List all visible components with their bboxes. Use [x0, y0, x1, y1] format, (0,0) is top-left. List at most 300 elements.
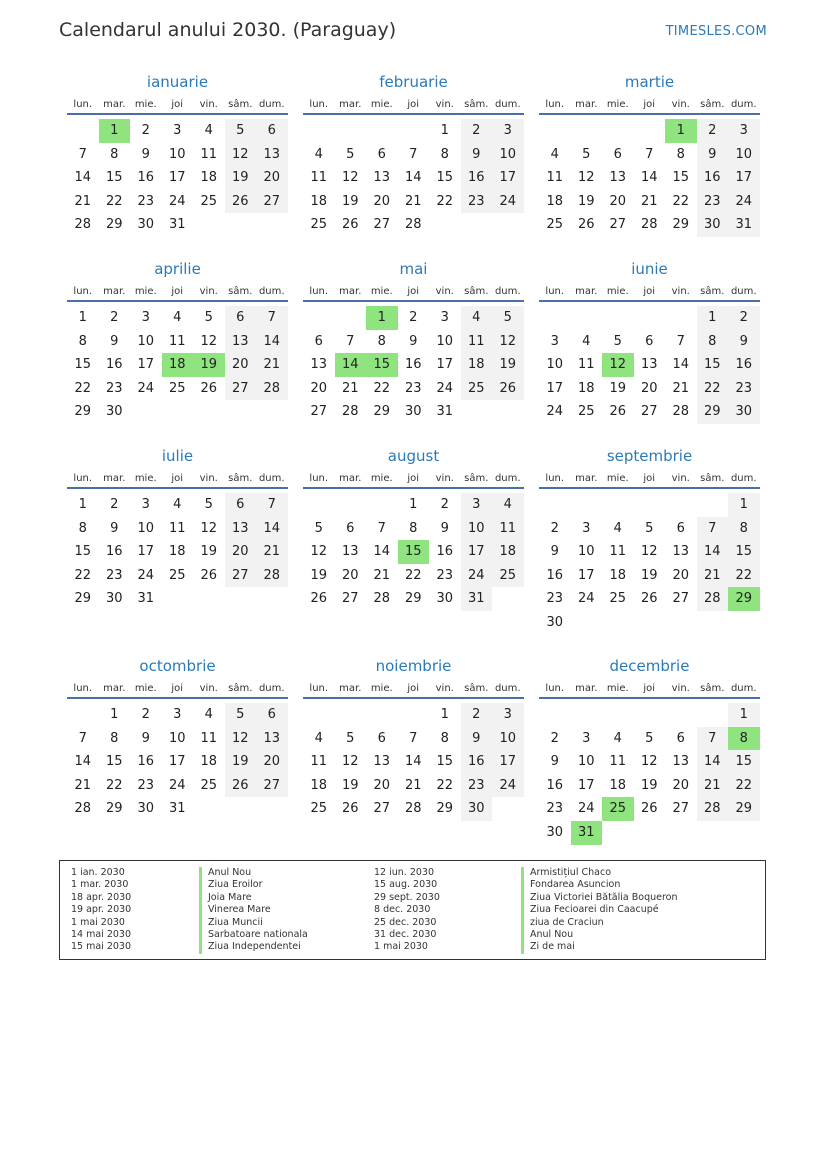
day-cell: 30	[461, 797, 493, 821]
day-cell: 26	[310, 591, 328, 607]
day-cell: 14	[74, 754, 92, 770]
month-name: martie	[624, 73, 675, 91]
day-cell: 3	[582, 730, 591, 746]
day-cell: 18	[310, 777, 328, 793]
weekday-label: mie.	[134, 285, 157, 297]
day-cell: 3	[173, 707, 182, 722]
day-cell: 16	[137, 170, 155, 186]
weekday-label: vin.	[671, 472, 690, 484]
day-cell: 17	[461, 540, 493, 564]
weekday-label: sâm.	[700, 472, 725, 484]
weekday-label: joi	[171, 285, 184, 297]
day-cell: 16	[105, 357, 123, 373]
day-cell: 5	[492, 306, 524, 330]
day-cell: 21	[404, 777, 422, 793]
weekday-label: lun.	[73, 682, 93, 694]
weekday-label: lun.	[73, 472, 93, 484]
legend-name: ziua de Craciun	[521, 917, 678, 929]
empty-cell	[398, 703, 430, 727]
day-cell: 26	[577, 217, 595, 233]
day-cell: 15	[105, 754, 123, 770]
day-cell: 24	[168, 193, 186, 209]
day-cell: 9	[697, 143, 729, 167]
day-cell: 23	[461, 190, 493, 214]
month-ianuarie	[67, 72, 288, 237]
weekday-label: lun.	[309, 98, 329, 110]
day-cell: 1	[728, 703, 760, 727]
weekday-label: sâm.	[700, 682, 725, 694]
day-cell: 5	[346, 730, 355, 746]
legend-name: Ziua Fecioarei din Caacupé	[521, 904, 678, 916]
day-cell: 24	[461, 564, 493, 588]
page-title: Calendarul anului 2030. (Paraguay)	[59, 19, 397, 41]
day-cell: 17	[728, 166, 760, 190]
day-cell: 28	[74, 217, 92, 233]
month-septembrie	[539, 446, 760, 635]
day-cell: 27	[640, 404, 658, 420]
weekday-label: vin.	[435, 472, 454, 484]
holiday-legend	[59, 860, 766, 960]
weekday-label: sâm.	[700, 285, 725, 297]
legend-date: 15 aug. 2030	[374, 879, 438, 891]
day-cell: 3	[492, 703, 524, 727]
empty-cell	[602, 306, 634, 330]
day-cell: 6	[377, 146, 386, 162]
day-cell: 10	[577, 544, 595, 560]
day-cell: 17	[436, 357, 454, 373]
weekday-label: vin.	[199, 682, 218, 694]
day-cell: 20	[373, 193, 391, 209]
day-cell: 28	[256, 564, 288, 588]
weekday-label: vin.	[435, 285, 454, 297]
day-cell: 7	[697, 727, 729, 751]
day-cell: 9	[141, 146, 150, 162]
day-cell: 25	[200, 193, 218, 209]
day-cell: 24	[577, 591, 595, 607]
legend-name: Anul Nou	[521, 929, 678, 941]
day-cell: 10	[137, 333, 155, 349]
legend-name: Armistițiul Chaco	[521, 867, 678, 879]
day-cell: 21	[404, 193, 422, 209]
day-cell: 28	[404, 217, 422, 233]
day-cell: 2	[141, 123, 150, 138]
day-cell: 13	[225, 330, 257, 354]
day-cell: 31	[436, 404, 454, 420]
day-cell: 14	[256, 517, 288, 541]
day-cell: 30	[105, 404, 123, 420]
day-cell: 22	[436, 777, 454, 793]
day-cell: 15	[105, 170, 123, 186]
empty-cell	[303, 493, 335, 517]
weekday-header	[303, 282, 524, 302]
holiday-day: 15	[366, 353, 398, 377]
day-cell: 23	[105, 567, 123, 583]
day-cell: 10	[168, 730, 186, 746]
day-cell: 24	[546, 404, 564, 420]
weekday-label: mar.	[339, 682, 362, 694]
weekday-label: dum.	[730, 472, 757, 484]
weekday-label: sâm.	[228, 98, 253, 110]
legend-date: 29 sept. 2030	[374, 891, 440, 903]
day-cell: 14	[672, 357, 690, 373]
month-name: februarie	[379, 73, 448, 91]
legend-date: 18 apr. 2030	[71, 891, 132, 903]
day-cell: 17	[492, 166, 524, 190]
day-cell: 4	[204, 707, 213, 722]
legend-date: 19 apr. 2030	[71, 904, 132, 916]
weekday-label: lun.	[309, 285, 329, 297]
month-mai	[303, 259, 524, 424]
day-cell: 18	[492, 540, 524, 564]
holiday-day: 25	[602, 797, 634, 821]
day-cell: 12	[341, 754, 359, 770]
day-cell: 28	[373, 591, 391, 607]
month-august	[303, 446, 524, 611]
day-cell: 11	[546, 170, 564, 186]
day-cell: 2	[550, 520, 559, 536]
day-grid	[539, 306, 760, 424]
day-cell: 14	[640, 170, 658, 186]
month-decembrie	[539, 656, 760, 845]
day-cell: 12	[640, 544, 658, 560]
empty-cell	[571, 119, 603, 143]
day-cell: 15	[728, 540, 760, 564]
weekday-label: mie.	[370, 285, 393, 297]
legend-names-right	[521, 867, 678, 954]
day-cell: 24	[492, 774, 524, 798]
day-cell: 20	[672, 777, 690, 793]
weekday-label: lun.	[545, 682, 565, 694]
weekday-label: sâm.	[228, 472, 253, 484]
day-cell: 16	[404, 357, 422, 373]
weekday-label: dum.	[258, 285, 285, 297]
day-cell: 16	[105, 544, 123, 560]
month-aprilie	[67, 259, 288, 424]
day-cell: 9	[728, 330, 760, 354]
weekday-header	[539, 95, 760, 115]
day-cell: 23	[137, 193, 155, 209]
day-cell: 31	[728, 213, 760, 237]
day-cell: 7	[256, 493, 288, 517]
day-cell: 30	[546, 824, 564, 840]
holiday-day: 29	[728, 587, 760, 611]
day-cell: 15	[728, 750, 760, 774]
weekday-label: vin.	[671, 682, 690, 694]
day-cell: 3	[141, 310, 150, 325]
day-cell: 21	[640, 193, 658, 209]
day-cell: 16	[546, 777, 564, 793]
day-cell: 7	[346, 333, 355, 349]
day-cell: 5	[645, 730, 654, 746]
day-cell: 25	[492, 564, 524, 588]
day-cell: 1	[728, 493, 760, 517]
day-cell: 19	[310, 567, 328, 583]
day-cell: 7	[409, 146, 418, 162]
day-cell: 20	[640, 380, 658, 396]
weekday-header	[67, 282, 288, 302]
weekday-label: joi	[171, 98, 184, 110]
day-cell: 2	[440, 497, 449, 512]
day-cell: 16	[436, 544, 454, 560]
weekday-label: mie.	[370, 472, 393, 484]
day-cell: 30	[697, 213, 729, 237]
day-grid	[303, 493, 524, 611]
day-cell: 23	[436, 567, 454, 583]
day-cell: 30	[404, 404, 422, 420]
day-cell: 8	[78, 520, 87, 536]
day-cell: 6	[676, 520, 685, 536]
day-cell: 7	[256, 306, 288, 330]
day-cell: 27	[310, 404, 328, 420]
day-cell: 7	[676, 333, 685, 349]
weekday-label: vin.	[199, 472, 218, 484]
weekday-label: mie.	[134, 98, 157, 110]
day-cell: 13	[341, 544, 359, 560]
month-iunie	[539, 259, 760, 424]
day-cell: 11	[310, 170, 328, 186]
weekday-label: lun.	[545, 285, 565, 297]
legend-name: Joia Mare	[199, 892, 308, 904]
day-cell: 20	[225, 540, 257, 564]
empty-cell	[634, 703, 666, 727]
day-cell: 3	[440, 310, 449, 325]
weekday-label: mar.	[339, 285, 362, 297]
legend-name: Vinerea Mare	[199, 904, 308, 916]
month-name: mai	[399, 260, 428, 278]
day-cell: 14	[697, 540, 729, 564]
day-cell: 7	[645, 146, 654, 162]
weekday-label: dum.	[494, 472, 521, 484]
empty-cell	[67, 119, 99, 143]
day-cell: 4	[173, 310, 182, 325]
weekday-label: mar.	[575, 285, 598, 297]
month-name: iulie	[161, 447, 194, 465]
legend-date: 14 mai 2030	[71, 929, 132, 941]
day-cell: 9	[110, 520, 119, 536]
weekday-label: mie.	[134, 682, 157, 694]
weekday-label: sâm.	[464, 98, 489, 110]
weekday-label: joi	[643, 98, 656, 110]
day-cell: 18	[461, 353, 493, 377]
day-cell: 11	[168, 333, 186, 349]
day-cell: 18	[200, 170, 218, 186]
holiday-day: 18	[162, 353, 194, 377]
day-cell: 17	[492, 750, 524, 774]
weekday-label: mar.	[575, 472, 598, 484]
day-cell: 4	[314, 146, 323, 162]
day-cell: 23	[728, 377, 760, 401]
day-cell: 31	[168, 801, 186, 817]
weekday-label: lun.	[545, 98, 565, 110]
day-cell: 7	[377, 520, 386, 536]
day-cell: 22	[74, 380, 92, 396]
day-cell: 4	[613, 730, 622, 746]
day-cell: 4	[461, 306, 493, 330]
day-cell: 27	[256, 774, 288, 798]
day-cell: 19	[341, 193, 359, 209]
day-cell: 18	[577, 380, 595, 396]
day-cell: 26	[341, 801, 359, 817]
day-cell: 21	[341, 380, 359, 396]
day-cell: 18	[168, 544, 186, 560]
day-cell: 21	[672, 380, 690, 396]
weekday-label: mar.	[103, 285, 126, 297]
day-cell: 21	[373, 567, 391, 583]
empty-cell	[398, 119, 430, 143]
day-cell: 14	[697, 750, 729, 774]
day-cell: 22	[105, 777, 123, 793]
day-cell: 13	[256, 143, 288, 167]
day-cell: 29	[404, 591, 422, 607]
empty-cell	[303, 703, 335, 727]
day-cell: 8	[728, 517, 760, 541]
day-cell: 3	[173, 123, 182, 138]
day-cell: 15	[74, 357, 92, 373]
day-cell: 19	[225, 166, 257, 190]
holiday-day: 15	[398, 540, 430, 564]
day-cell: 13	[310, 357, 328, 373]
holiday-day: 1	[665, 119, 697, 143]
day-cell: 19	[640, 777, 658, 793]
day-cell: 11	[492, 517, 524, 541]
day-cell: 1	[110, 707, 119, 722]
day-cell: 5	[204, 497, 213, 512]
day-cell: 11	[577, 357, 595, 373]
empty-cell	[697, 493, 729, 517]
day-cell: 5	[613, 333, 622, 349]
day-cell: 8	[110, 146, 119, 162]
day-cell: 8	[676, 146, 685, 162]
day-cell: 20	[373, 777, 391, 793]
day-cell: 30	[105, 591, 123, 607]
day-cell: 31	[137, 591, 155, 607]
legend-name: Zi de mai	[521, 941, 678, 953]
day-cell: 20	[225, 353, 257, 377]
day-grid	[303, 119, 524, 237]
empty-cell	[366, 703, 398, 727]
day-cell: 11	[609, 544, 627, 560]
weekday-label: dum.	[494, 682, 521, 694]
day-cell: 24	[577, 801, 595, 817]
day-cell: 12	[341, 170, 359, 186]
empty-cell	[335, 493, 367, 517]
day-cell: 1	[440, 123, 449, 138]
weekday-label: dum.	[494, 285, 521, 297]
day-cell: 9	[461, 727, 493, 751]
holiday-day: 19	[193, 353, 225, 377]
day-cell: 6	[613, 146, 622, 162]
weekday-header	[67, 679, 288, 699]
weekday-label: vin.	[199, 285, 218, 297]
day-cell: 10	[492, 143, 524, 167]
holiday-day: 12	[602, 353, 634, 377]
weekday-label: joi	[643, 472, 656, 484]
day-cell: 17	[546, 380, 564, 396]
day-cell: 17	[577, 777, 595, 793]
day-grid	[303, 306, 524, 424]
legend-date: 1 mai 2030	[71, 916, 125, 928]
weekday-header	[67, 95, 288, 115]
empty-cell	[571, 493, 603, 517]
weekday-label: dum.	[258, 682, 285, 694]
day-cell: 20	[609, 193, 627, 209]
empty-cell	[539, 306, 571, 330]
day-cell: 28	[640, 217, 658, 233]
day-cell: 24	[168, 777, 186, 793]
holiday-day: 31	[571, 821, 603, 845]
weekday-label: joi	[407, 472, 420, 484]
legend-date: 1 ian. 2030	[71, 867, 125, 878]
weekday-header	[539, 469, 760, 489]
day-cell: 15	[697, 353, 729, 377]
day-cell: 4	[204, 123, 213, 138]
day-cell: 30	[137, 801, 155, 817]
day-cell: 6	[225, 306, 257, 330]
legend-dates-left	[71, 867, 131, 954]
day-cell: 22	[697, 377, 729, 401]
day-cell: 11	[461, 330, 493, 354]
day-cell: 12	[225, 143, 257, 167]
day-cell: 9	[550, 544, 559, 560]
day-cell: 13	[640, 357, 658, 373]
day-cell: 16	[137, 754, 155, 770]
weekday-label: sâm.	[464, 472, 489, 484]
day-cell: 25	[609, 591, 627, 607]
day-cell: 22	[728, 774, 760, 798]
day-cell: 7	[78, 730, 87, 746]
day-cell: 27	[672, 591, 690, 607]
legend-name: Ziua Eroilor	[199, 879, 308, 891]
day-grid	[303, 703, 524, 821]
day-cell: 25	[546, 217, 564, 233]
weekday-label: joi	[643, 682, 656, 694]
day-cell: 2	[550, 730, 559, 746]
month-februarie	[303, 72, 524, 237]
day-cell: 26	[225, 190, 257, 214]
day-cell: 16	[461, 750, 493, 774]
site-link[interactable]: TIMESLES.COM	[665, 24, 767, 39]
day-cell: 1	[78, 310, 87, 325]
day-cell: 4	[582, 333, 591, 349]
weekday-label: dum.	[730, 682, 757, 694]
day-cell: 6	[256, 703, 288, 727]
day-cell: 29	[105, 801, 123, 817]
day-cell: 27	[225, 564, 257, 588]
weekday-label: lun.	[73, 98, 93, 110]
day-cell: 20	[256, 166, 288, 190]
day-cell: 28	[672, 404, 690, 420]
day-cell: 22	[436, 193, 454, 209]
empty-cell	[366, 119, 398, 143]
day-cell: 12	[225, 727, 257, 751]
weekday-header	[303, 679, 524, 699]
day-cell: 9	[141, 730, 150, 746]
weekday-label: dum.	[494, 98, 521, 110]
weekday-label: dum.	[730, 285, 757, 297]
weekday-label: mie.	[606, 472, 629, 484]
day-cell: 6	[225, 493, 257, 517]
day-cell: 25	[168, 567, 186, 583]
day-cell: 29	[672, 217, 690, 233]
day-cell: 21	[74, 777, 92, 793]
weekday-label: sâm.	[700, 98, 725, 110]
weekday-label: mar.	[103, 98, 126, 110]
month-name: octombrie	[139, 657, 216, 675]
day-cell: 16	[728, 353, 760, 377]
day-cell: 5	[346, 146, 355, 162]
day-cell: 10	[577, 754, 595, 770]
day-cell: 8	[110, 730, 119, 746]
